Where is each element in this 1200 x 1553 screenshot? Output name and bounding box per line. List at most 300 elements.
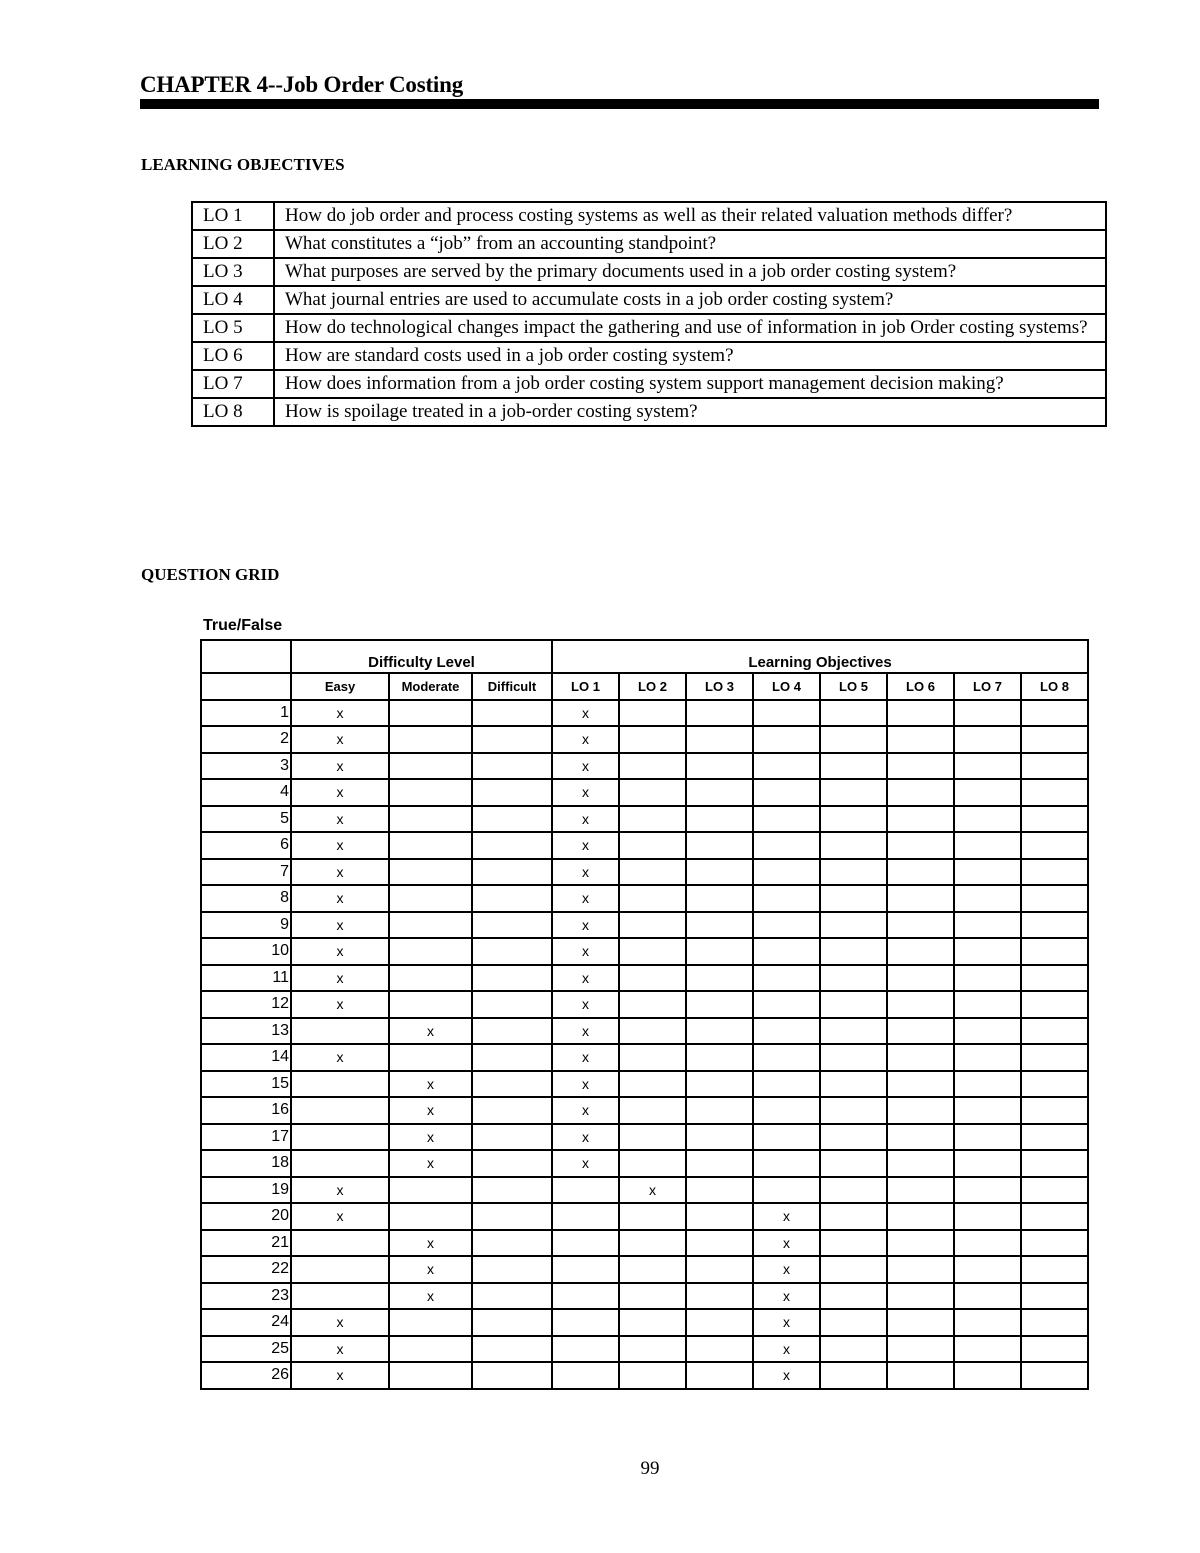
empty-cell	[820, 1309, 887, 1336]
empty-cell	[389, 912, 472, 939]
empty-cell	[291, 1150, 389, 1177]
empty-cell	[820, 1362, 887, 1389]
empty-cell	[619, 859, 686, 886]
lo-code: LO 6	[192, 342, 274, 370]
question-number: 2	[201, 726, 291, 753]
empty-cell	[1021, 1283, 1088, 1310]
empty-cell	[954, 806, 1021, 833]
difficulty-mark: x	[291, 1309, 389, 1336]
difficulty-mark: x	[291, 726, 389, 753]
empty-cell	[1021, 832, 1088, 859]
empty-cell	[887, 1177, 954, 1204]
objective-mark: x	[552, 1044, 619, 1071]
empty-cell	[1021, 1097, 1088, 1124]
empty-cell	[753, 1150, 820, 1177]
empty-cell	[291, 1283, 389, 1310]
empty-cell	[887, 885, 954, 912]
empty-cell	[1021, 991, 1088, 1018]
empty-cell	[686, 1124, 753, 1151]
empty-cell	[954, 1362, 1021, 1389]
question-number: 15	[201, 1071, 291, 1098]
empty-cell	[753, 1044, 820, 1071]
empty-cell	[887, 859, 954, 886]
empty-cell	[1021, 859, 1088, 886]
empty-cell	[686, 1362, 753, 1389]
question-number: 23	[201, 1283, 291, 1310]
objective-mark: x	[552, 1018, 619, 1045]
grid-row	[201, 779, 1088, 806]
difficulty-mark: x	[291, 753, 389, 780]
empty-cell	[753, 965, 820, 992]
empty-cell	[887, 1362, 954, 1389]
empty-cell	[619, 938, 686, 965]
empty-cell	[389, 726, 472, 753]
empty-cell	[552, 1336, 619, 1363]
grid-row	[201, 1230, 1088, 1257]
empty-cell	[619, 885, 686, 912]
empty-cell	[820, 1336, 887, 1363]
objective-mark: x	[552, 859, 619, 886]
objective-column-header: LO 1	[552, 673, 619, 700]
objective-mark: x	[753, 1336, 820, 1363]
objective-mark: x	[753, 1203, 820, 1230]
empty-cell	[1021, 1124, 1088, 1151]
lo-code: LO 3	[192, 258, 274, 286]
empty-cell	[753, 779, 820, 806]
empty-cell	[472, 753, 552, 780]
question-number: 13	[201, 1018, 291, 1045]
empty-cell	[820, 885, 887, 912]
empty-cell	[887, 938, 954, 965]
empty-cell	[753, 832, 820, 859]
grid-row	[201, 1018, 1088, 1045]
difficulty-mark: x	[389, 1283, 472, 1310]
empty-cell	[887, 1283, 954, 1310]
grid-row	[201, 1309, 1088, 1336]
grid-row	[201, 859, 1088, 886]
empty-cell	[389, 779, 472, 806]
empty-cell	[954, 1256, 1021, 1283]
lo-row	[192, 398, 1106, 426]
empty-cell	[389, 938, 472, 965]
empty-cell	[472, 1071, 552, 1098]
empty-cell	[954, 1124, 1021, 1151]
empty-cell	[820, 912, 887, 939]
empty-cell	[954, 1018, 1021, 1045]
empty-cell	[389, 1044, 472, 1071]
empty-cell	[619, 1362, 686, 1389]
objective-mark: x	[552, 991, 619, 1018]
empty-cell	[954, 1177, 1021, 1204]
empty-cell	[472, 885, 552, 912]
lo-row	[192, 202, 1106, 230]
grid-row	[201, 1256, 1088, 1283]
objective-mark: x	[552, 1124, 619, 1151]
empty-cell	[472, 832, 552, 859]
empty-cell	[954, 965, 1021, 992]
question-number: 24	[201, 1309, 291, 1336]
empty-cell	[619, 1230, 686, 1257]
empty-cell	[1021, 1230, 1088, 1257]
question-number: 3	[201, 753, 291, 780]
empty-cell	[472, 1283, 552, 1310]
question-number: 4	[201, 779, 291, 806]
empty-cell	[472, 1044, 552, 1071]
empty-cell	[686, 991, 753, 1018]
empty-cell	[753, 726, 820, 753]
empty-cell	[820, 859, 887, 886]
learning-objectives-table	[191, 201, 1107, 427]
empty-cell	[887, 1097, 954, 1124]
lo-question: What constitutes a “job” from an accounting standpoint?	[274, 230, 1106, 258]
question-number: 11	[201, 965, 291, 992]
empty-cell	[954, 726, 1021, 753]
objective-mark: x	[552, 912, 619, 939]
difficulty-mark: x	[291, 1177, 389, 1204]
lo-row	[192, 370, 1106, 398]
empty-cell	[1021, 1362, 1088, 1389]
lo-code: LO 7	[192, 370, 274, 398]
empty-cell	[686, 832, 753, 859]
objective-mark: x	[552, 965, 619, 992]
empty-cell	[954, 1097, 1021, 1124]
empty-cell	[389, 700, 472, 727]
question-number: 14	[201, 1044, 291, 1071]
empty-cell	[820, 1044, 887, 1071]
empty-cell	[887, 1150, 954, 1177]
empty-cell	[1021, 1150, 1088, 1177]
empty-cell	[472, 726, 552, 753]
empty-cell	[619, 1336, 686, 1363]
empty-cell	[887, 779, 954, 806]
objective-mark: x	[552, 938, 619, 965]
objective-column-header: LO 8	[1021, 673, 1088, 700]
objective-mark: x	[552, 832, 619, 859]
grid-row	[201, 1097, 1088, 1124]
question-number: 22	[201, 1256, 291, 1283]
empty-cell	[820, 1124, 887, 1151]
empty-cell	[1021, 1071, 1088, 1098]
lo-code: LO 5	[192, 314, 274, 342]
difficulty-mark: x	[291, 806, 389, 833]
empty-cell	[686, 1044, 753, 1071]
learning-objectives-heading: LEARNING OBJECTIVES	[141, 155, 345, 174]
empty-cell	[472, 1097, 552, 1124]
empty-cell	[472, 912, 552, 939]
empty-cell	[753, 1124, 820, 1151]
empty-cell	[686, 726, 753, 753]
objective-mark: x	[552, 1097, 619, 1124]
lo-question: What purposes are served by the primary documents used in a job order costing system?	[274, 258, 1106, 286]
empty-cell	[887, 1124, 954, 1151]
question-number: 25	[201, 1336, 291, 1363]
empty-cell	[619, 1044, 686, 1071]
empty-cell	[820, 700, 887, 727]
empty-cell	[552, 1230, 619, 1257]
empty-cell	[887, 1071, 954, 1098]
question-number: 7	[201, 859, 291, 886]
empty-cell	[619, 965, 686, 992]
empty-cell	[1021, 938, 1088, 965]
empty-cell	[686, 1097, 753, 1124]
lo-code: LO 4	[192, 286, 274, 314]
objective-column-header: LO 2	[619, 673, 686, 700]
empty-cell	[619, 832, 686, 859]
lo-row	[192, 342, 1106, 370]
empty-cell	[619, 1283, 686, 1310]
empty-cell	[820, 753, 887, 780]
empty-cell	[1021, 1203, 1088, 1230]
lo-question: How do job order and process costing systems as well as their related valuation methods differ?	[274, 202, 1106, 230]
empty-cell	[389, 885, 472, 912]
empty-cell	[753, 938, 820, 965]
empty-cell	[291, 1071, 389, 1098]
question-number: 21	[201, 1230, 291, 1257]
lo-code: LO 1	[192, 202, 274, 230]
empty-cell	[389, 832, 472, 859]
question-number: 17	[201, 1124, 291, 1151]
empty-cell	[686, 700, 753, 727]
empty-cell	[753, 1097, 820, 1124]
empty-cell	[887, 1203, 954, 1230]
question-grid-table	[200, 639, 1089, 1390]
grid-row	[201, 753, 1088, 780]
empty-cell	[472, 1177, 552, 1204]
empty-cell	[954, 938, 1021, 965]
empty-cell	[686, 965, 753, 992]
empty-cell	[1021, 1044, 1088, 1071]
empty-cell	[472, 859, 552, 886]
empty-cell	[291, 1230, 389, 1257]
empty-cell	[552, 1362, 619, 1389]
grid-row	[201, 1124, 1088, 1151]
difficulty-mark: x	[291, 1044, 389, 1071]
objective-mark: x	[753, 1230, 820, 1257]
empty-cell	[954, 1203, 1021, 1230]
question-number: 20	[201, 1203, 291, 1230]
empty-cell	[686, 1150, 753, 1177]
question-number: 12	[201, 991, 291, 1018]
title-rule	[140, 99, 1099, 109]
empty-cell	[954, 1336, 1021, 1363]
empty-cell	[820, 938, 887, 965]
empty-cell	[552, 1256, 619, 1283]
difficulty-mark: x	[291, 1203, 389, 1230]
empty-cell	[389, 753, 472, 780]
empty-cell	[820, 1150, 887, 1177]
grid-row	[201, 938, 1088, 965]
empty-cell	[954, 1044, 1021, 1071]
empty-cell	[1021, 1177, 1088, 1204]
empty-cell	[619, 1203, 686, 1230]
difficulty-mark: x	[389, 1124, 472, 1151]
question-number-header	[201, 673, 291, 700]
empty-cell	[472, 938, 552, 965]
objective-column-header: LO 3	[686, 673, 753, 700]
empty-cell	[887, 1256, 954, 1283]
empty-cell	[753, 1071, 820, 1098]
grid-row	[201, 912, 1088, 939]
objective-mark: x	[619, 1177, 686, 1204]
empty-cell	[619, 806, 686, 833]
objective-mark: x	[552, 753, 619, 780]
empty-cell	[291, 1097, 389, 1124]
grid-row	[201, 806, 1088, 833]
difficulty-mark: x	[291, 912, 389, 939]
lo-row	[192, 230, 1106, 258]
question-number: 18	[201, 1150, 291, 1177]
lo-question: How is spoilage treated in a job-order costing system?	[274, 398, 1106, 426]
empty-cell	[1021, 912, 1088, 939]
empty-cell	[552, 1177, 619, 1204]
empty-cell	[686, 1177, 753, 1204]
empty-cell	[619, 1071, 686, 1098]
difficulty-mark: x	[291, 700, 389, 727]
empty-cell	[552, 1283, 619, 1310]
empty-cell	[753, 912, 820, 939]
empty-cell	[686, 859, 753, 886]
empty-cell	[291, 1018, 389, 1045]
empty-cell	[619, 1150, 686, 1177]
empty-cell	[753, 700, 820, 727]
empty-cell	[472, 1124, 552, 1151]
grid-row	[201, 700, 1088, 727]
empty-cell	[887, 1230, 954, 1257]
difficulty-level-header: Difficulty Level	[291, 640, 552, 673]
empty-cell	[686, 753, 753, 780]
empty-cell	[1021, 726, 1088, 753]
objective-mark: x	[552, 885, 619, 912]
empty-cell	[552, 1309, 619, 1336]
empty-cell	[619, 1256, 686, 1283]
empty-cell	[820, 832, 887, 859]
empty-cell	[291, 1256, 389, 1283]
empty-cell	[954, 700, 1021, 727]
lo-question: What journal entries are used to accumulate costs in a job order costing system?	[274, 286, 1106, 314]
objective-mark: x	[552, 726, 619, 753]
empty-cell	[619, 912, 686, 939]
empty-cell	[1021, 1336, 1088, 1363]
empty-cell	[472, 779, 552, 806]
difficulty-mark: x	[291, 885, 389, 912]
empty-cell	[954, 991, 1021, 1018]
difficulty-mark: x	[389, 1230, 472, 1257]
empty-cell	[686, 912, 753, 939]
empty-cell	[619, 1124, 686, 1151]
question-number: 6	[201, 832, 291, 859]
objective-mark: x	[552, 1150, 619, 1177]
difficulty-mark: x	[389, 1150, 472, 1177]
empty-cell	[954, 1071, 1021, 1098]
empty-cell	[686, 779, 753, 806]
difficulty-mark: x	[291, 1336, 389, 1363]
difficulty-column-header: Moderate	[389, 673, 472, 700]
lo-row	[192, 286, 1106, 314]
question-number: 5	[201, 806, 291, 833]
empty-cell	[619, 1097, 686, 1124]
objective-mark: x	[552, 1071, 619, 1098]
difficulty-mark: x	[389, 1071, 472, 1098]
question-number: 19	[201, 1177, 291, 1204]
empty-cell	[954, 753, 1021, 780]
empty-cell	[619, 1309, 686, 1336]
empty-cell	[820, 1283, 887, 1310]
question-number: 10	[201, 938, 291, 965]
empty-cell	[954, 1283, 1021, 1310]
empty-cell	[887, 1018, 954, 1045]
empty-cell	[820, 1256, 887, 1283]
empty-cell	[1021, 1256, 1088, 1283]
question-number: 8	[201, 885, 291, 912]
chapter-title: CHAPTER 4--Job Order Costing	[140, 72, 464, 97]
empty-cell	[753, 1018, 820, 1045]
empty-cell	[472, 806, 552, 833]
empty-cell	[552, 1203, 619, 1230]
empty-cell	[954, 779, 1021, 806]
objective-mark: x	[552, 806, 619, 833]
empty-cell	[619, 1018, 686, 1045]
objective-mark: x	[753, 1256, 820, 1283]
empty-cell	[389, 1336, 472, 1363]
objective-mark: x	[753, 1362, 820, 1389]
lo-row	[192, 258, 1106, 286]
objective-column-header: LO 6	[887, 673, 954, 700]
empty-cell	[954, 1309, 1021, 1336]
empty-cell	[954, 1150, 1021, 1177]
grid-row	[201, 1071, 1088, 1098]
empty-cell	[686, 885, 753, 912]
empty-cell	[1021, 779, 1088, 806]
empty-cell	[686, 1018, 753, 1045]
empty-cell	[472, 700, 552, 727]
objective-column-header: LO 7	[954, 673, 1021, 700]
grid-row	[201, 1362, 1088, 1389]
grid-row	[201, 965, 1088, 992]
empty-cell	[472, 1018, 552, 1045]
empty-cell	[820, 991, 887, 1018]
empty-cell	[887, 806, 954, 833]
question-number: 1	[201, 700, 291, 727]
empty-cell	[686, 1203, 753, 1230]
empty-cell	[619, 753, 686, 780]
empty-cell	[887, 1309, 954, 1336]
empty-cell	[619, 700, 686, 727]
empty-cell	[472, 1203, 552, 1230]
empty-cell	[753, 859, 820, 886]
grid-row	[201, 1044, 1088, 1071]
empty-cell	[1021, 806, 1088, 833]
objective-column-header: LO 4	[753, 673, 820, 700]
difficulty-column-header: Easy	[291, 673, 389, 700]
empty-cell	[472, 965, 552, 992]
empty-cell	[954, 1230, 1021, 1257]
objective-mark: x	[753, 1283, 820, 1310]
difficulty-mark: x	[389, 1256, 472, 1283]
empty-cell	[887, 753, 954, 780]
empty-cell	[1021, 1018, 1088, 1045]
empty-cell	[753, 1177, 820, 1204]
empty-cell	[887, 991, 954, 1018]
empty-cell	[820, 965, 887, 992]
difficulty-mark: x	[291, 991, 389, 1018]
empty-cell	[619, 726, 686, 753]
empty-cell	[1021, 753, 1088, 780]
difficulty-mark: x	[389, 1097, 472, 1124]
empty-cell	[820, 1177, 887, 1204]
empty-cell	[686, 1309, 753, 1336]
grid-column-header-row	[201, 673, 1088, 700]
difficulty-mark: x	[291, 1362, 389, 1389]
